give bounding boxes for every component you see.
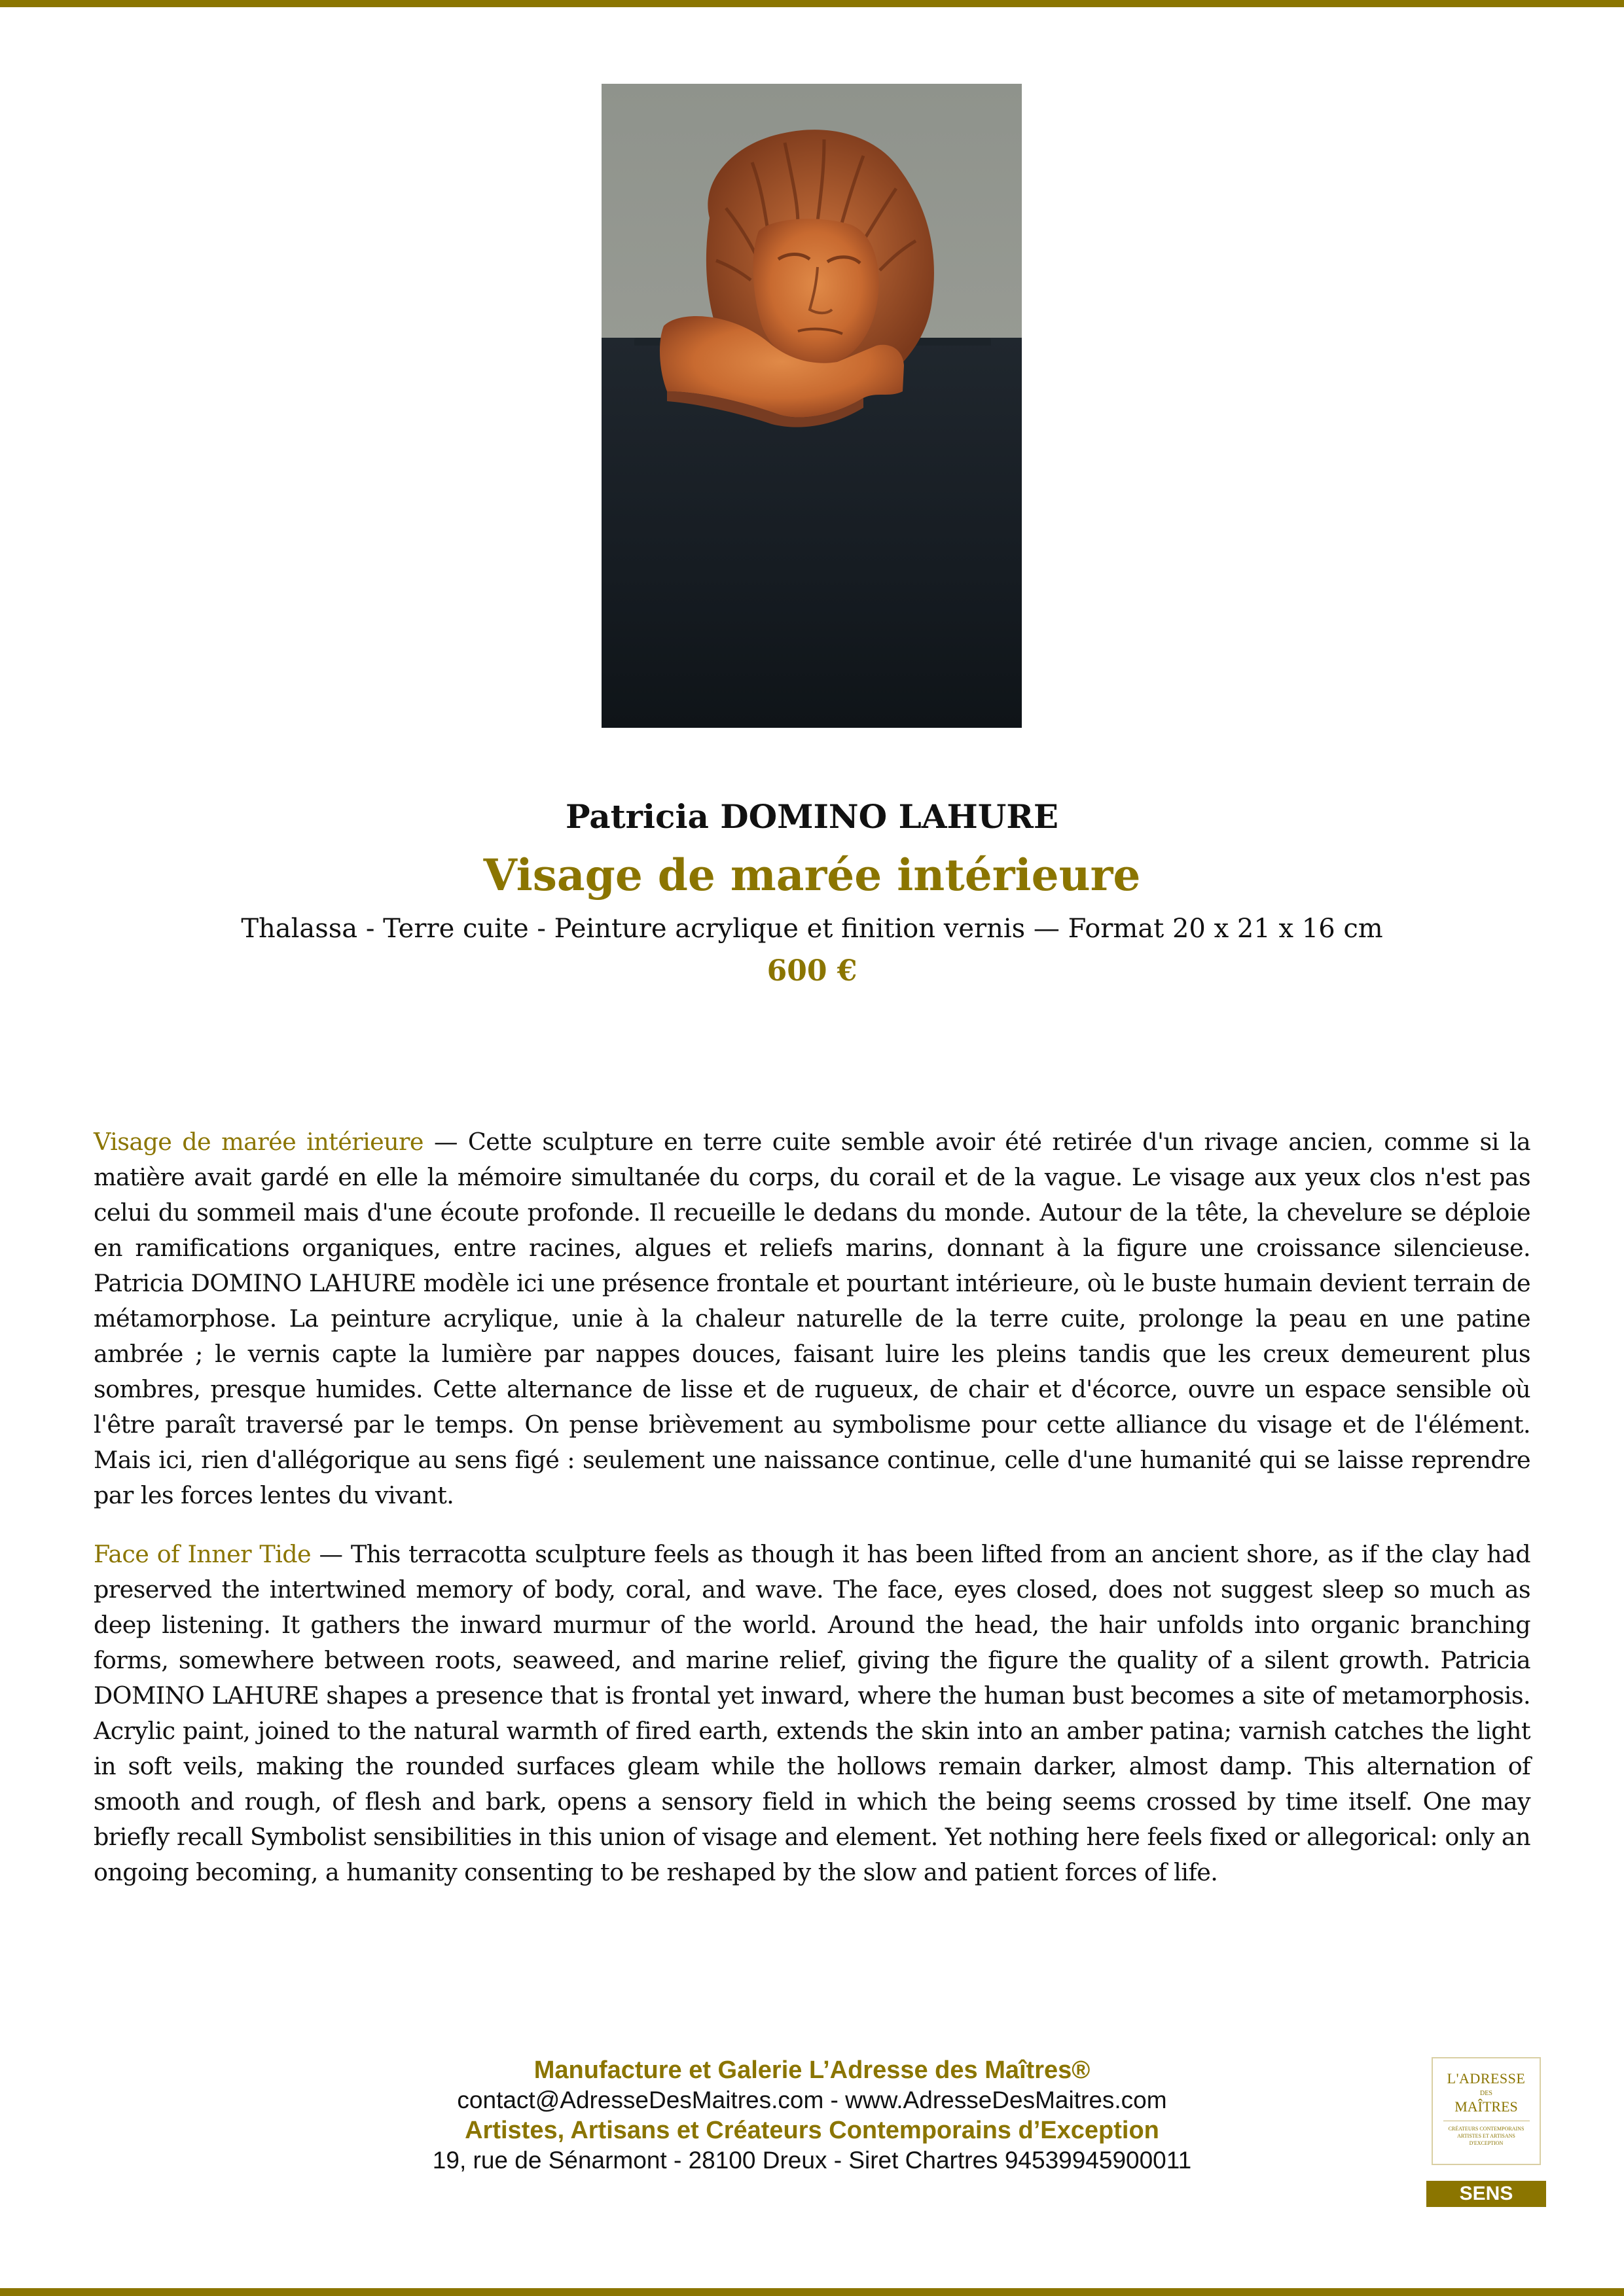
- description-english-lead: Face of Inner Tide: [94, 1540, 312, 1568]
- gallery-logo: [1432, 2057, 1541, 2165]
- artwork-photo: [602, 84, 1022, 728]
- description-french-body: — Cette sculpture en terre cuite semble avoir été retirée d'un rivage ancien, comme si la matière avait gardé en elle la mémoire simultanée du corps, du corail et de la vague. Le visage aux yeux clos n'est pas celui du sommeil mais d'une écoute profonde. Il recueille le dedans du monde. Autour de la tête, la chevelure se déploie en ramifications organiques, entre racines, algues et reliefs marins, donnant à la figure une croissance silencieuse. Patricia DOMINO LAHURE modèle ici une présence frontale et pourtant intérieure, où le buste humain devient terrain de métamorphose. La peinture acrylique, unie à la chaleur naturelle de la terre cuite, prolonge la peau en une patine ambrée ; le vernis capte la lumière par nappes douces, faisant luire les pleins tandis que les creux demeurent plus sombres, presque humides. Cette alternance de lisse et de rugueux, de chair et d'écorce, ouvre un espace sensible où l'être paraît traversé par le temps. On pense brièvement au symbolisme pour cette alliance du visage et de l'élément. Mais ici, rien d'allégorique au sens figé : seulement une naissance continue, celle d'une humanité qui se laisse reprendre par les forces lentes du vivant.: [94, 1128, 1530, 1509]
- logo-sub-1: CRÉATEURS CONTEMPORAINS: [1448, 2126, 1525, 2132]
- category-badge: SENS: [1426, 2181, 1546, 2207]
- logo-line-3: MAÎTRES: [1454, 2098, 1518, 2115]
- logo-sub-2: ARTISTES ET ARTISANS: [1457, 2133, 1515, 2139]
- sculpture-bust-illustration: [602, 84, 1022, 728]
- footer-contact: contact@AdresseDesMaitres.com - www.AdresseDesMaitres.com: [457, 2087, 1167, 2113]
- artwork-title: Visage de marée intérieure: [483, 850, 1141, 901]
- logo-line-2: DES: [1480, 2090, 1492, 2097]
- top-accent-bar: [0, 0, 1624, 7]
- footer: [0, 2055, 1624, 2176]
- footer-address: 19, rue de Sénarmont - 28100 Dreux - Siret Chartres 94539945900011: [432, 2147, 1192, 2174]
- logo-line-1: L'ADRESSE: [1447, 2070, 1526, 2087]
- footer-tagline: Artistes, Artisans et Créateurs Contemporains d’Exception: [465, 2117, 1159, 2144]
- artist-name: Patricia DOMINO LAHURE: [565, 797, 1059, 836]
- description-english-body: — This terracotta sculpture feels as though it has been lifted from an ancient shore, as if the clay had preserved the intertwined memory of body, coral, and wave. The face, eyes closed, does not suggest sleep so much as deep listening. It gathers the inward murmur of the world. Around the head, the hair unfolds into organic branching forms, somewhere between roots, seaweed, and marine relief, giving the figure the quality of a silent growth. Patricia DOMINO LAHURE shapes a presence that is frontal yet inward, where the human bust becomes a site of metamorphosis. Acrylic paint, joined to the natural warmth of fired earth, extends the skin into an amber patina; varnish catches the light in soft veils, making the rounded surfaces gleam while the hollows remain darker, almost damp. This alternation of smooth and rough, of flesh and bark, opens a sensory field in which the being seems crossed by time itself. One may briefly recall Symbolist sensibilities in this union of visage and element. Yet nothing here feels fixed or allegorical: only an ongoing becoming, a humanity consenting to be reshaped by the slow and patient forces of life.: [94, 1540, 1530, 1886]
- artwork-details: Thalassa - Terre cuite - Peinture acrylique et finition vernis — Format 20 x 21 x 16 cm: [241, 914, 1383, 944]
- artwork-price: 600 €: [767, 954, 857, 988]
- description-french: [94, 1124, 1530, 1513]
- bottom-accent-bar: [0, 2288, 1624, 2296]
- description-english: [94, 1537, 1530, 1890]
- description-french-lead: Visage de marée intérieure: [94, 1128, 424, 1156]
- logo-sub-3: D'EXCEPTION: [1469, 2140, 1504, 2146]
- footer-gallery-name: Manufacture et Galerie L’Adresse des Maîtres®: [533, 2056, 1091, 2084]
